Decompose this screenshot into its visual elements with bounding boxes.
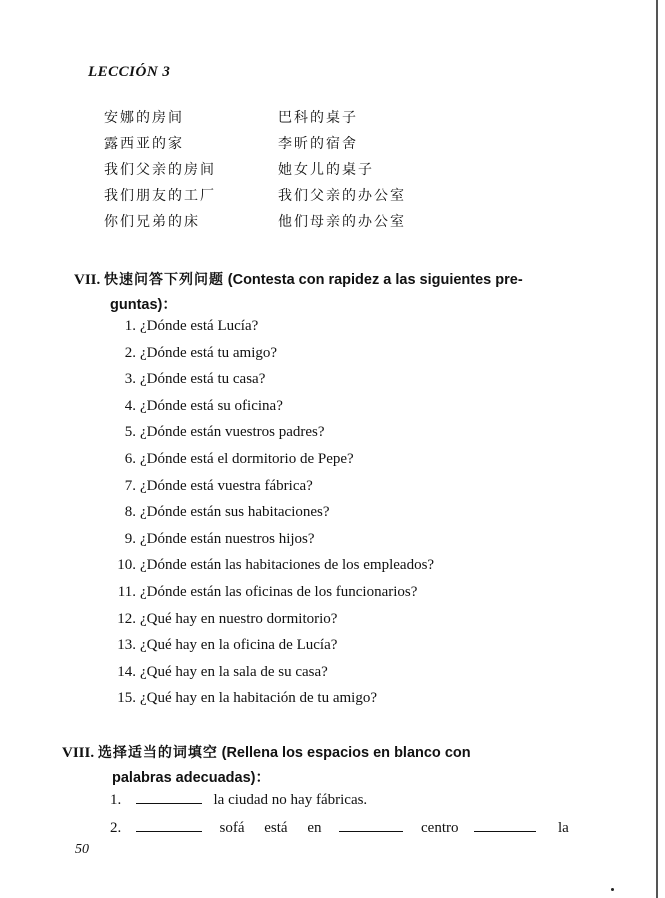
question-number: 8.: [124, 504, 136, 521]
page-number: 50: [75, 842, 89, 857]
fill-item-2: [110, 818, 569, 846]
question-text: ¿Dónde está tu casa?: [140, 371, 266, 388]
fill-in-list: [110, 790, 569, 846]
question-number: 14.: [117, 663, 136, 680]
lesson-title: LECCIÓN 3: [88, 64, 171, 80]
question-number: 6.: [124, 450, 136, 467]
question-item: [104, 609, 434, 636]
speck: [611, 888, 614, 891]
phrase-item: 你们兄弟的床: [104, 214, 200, 230]
phrase-item: 安娜的房间: [104, 110, 184, 126]
phrase-item: 我们朋友的工厂: [104, 188, 216, 204]
question-number: 5.: [124, 424, 136, 441]
question-text: ¿Dónde están vuestros padres?: [140, 424, 325, 441]
question-text: ¿Dónde está su oficina?: [140, 397, 283, 414]
question-list: [104, 316, 434, 715]
question-text: ¿Qué hay en la sala de su casa?: [140, 663, 328, 680]
question-item: [104, 396, 434, 423]
question-number: 1.: [124, 318, 136, 334]
question-item: [104, 502, 434, 529]
section-number: VIII.: [62, 745, 95, 761]
question-item: [104, 316, 434, 343]
question-number: 9.: [124, 530, 136, 547]
question-text: ¿Dónde están nuestros hijos?: [140, 530, 315, 547]
blank-field[interactable]: [136, 819, 202, 832]
question-number: 11.: [117, 583, 136, 600]
question-number: 7.: [124, 477, 136, 494]
phrase-column-left: [104, 108, 216, 238]
question-number: 4.: [124, 397, 136, 414]
question-text: ¿Qué hay en la habitación de tu amigo?: [140, 690, 377, 707]
fill-number: 2.: [110, 820, 122, 836]
fill-item-1: [110, 790, 569, 818]
question-item: [104, 369, 434, 396]
question-item: [104, 529, 434, 556]
question-number: 3.: [124, 371, 136, 388]
section-title-zh: 快速问答下列问题: [104, 272, 225, 288]
section-title-es: (Contesta con rapidez a las siguientes pre-: [227, 272, 523, 288]
fill-word: está: [264, 820, 288, 836]
question-item: [104, 582, 434, 609]
phrase-item: 他们母亲的办公室: [278, 214, 406, 230]
phrase-item: 巴科的桌子: [278, 110, 358, 126]
phrase-item: 露西亚的家: [104, 136, 184, 152]
question-text: ¿Dónde está vuestra fábrica?: [140, 477, 313, 494]
question-number: 2.: [124, 344, 136, 361]
fill-word: en: [307, 820, 322, 836]
question-item: [104, 476, 434, 503]
blank-field[interactable]: [136, 791, 202, 804]
question-text: ¿Qué hay en nuestro dormitorio?: [140, 610, 338, 627]
blank-field[interactable]: [339, 819, 403, 832]
fill-text: la ciudad no hay fábricas.: [213, 792, 368, 808]
section-7-heading: [74, 268, 574, 318]
fill-number: 1.: [110, 792, 122, 808]
question-item: [104, 688, 434, 715]
question-number: 13.: [117, 637, 136, 654]
question-text: ¿Dónde está tu amigo?: [140, 344, 278, 361]
blank-field[interactable]: [474, 819, 536, 832]
question-item: [104, 555, 434, 582]
fill-word: centro: [421, 820, 459, 836]
question-text: ¿Dónde está Lucía?: [140, 318, 259, 334]
phrase-item: 我们父亲的办公室: [278, 188, 406, 204]
section-number: VII.: [74, 272, 101, 288]
section-title-es-cont: guntas)：: [110, 297, 177, 313]
page-edge: [656, 0, 658, 898]
question-text: ¿Dónde están las habitaciones de los empleados?: [140, 557, 435, 574]
fill-word: la: [557, 820, 569, 836]
fill-word: sofá: [219, 820, 245, 836]
question-number: 10.: [117, 557, 136, 574]
phrase-item: 我们父亲的房间: [104, 162, 216, 178]
section-title-es-cont: palabras adecuadas)：: [112, 770, 270, 786]
question-number: 12.: [117, 610, 136, 627]
question-item: [104, 343, 434, 370]
question-item: [104, 449, 434, 476]
question-text: ¿Qué hay en la oficina de Lucía?: [140, 637, 338, 654]
phrase-column-right: [278, 108, 406, 238]
section-title-es: (Rellena los espacios en blanco con: [221, 745, 471, 761]
section-title-zh: 选择适当的词填空: [97, 745, 218, 761]
section-8-heading: [62, 741, 572, 791]
question-number: 15.: [117, 690, 136, 707]
question-item: [104, 422, 434, 449]
question-item: [104, 662, 434, 689]
question-item: [104, 635, 434, 662]
phrase-item: 她女儿的桌子: [278, 162, 374, 178]
question-text: ¿Dónde está el dormitorio de Pepe?: [140, 450, 354, 467]
phrase-item: 李昕的宿舍: [278, 136, 358, 152]
question-text: ¿Dónde están sus habitaciones?: [140, 504, 330, 521]
question-text: ¿Dónde están las oficinas de los funcionarios?: [140, 583, 418, 600]
